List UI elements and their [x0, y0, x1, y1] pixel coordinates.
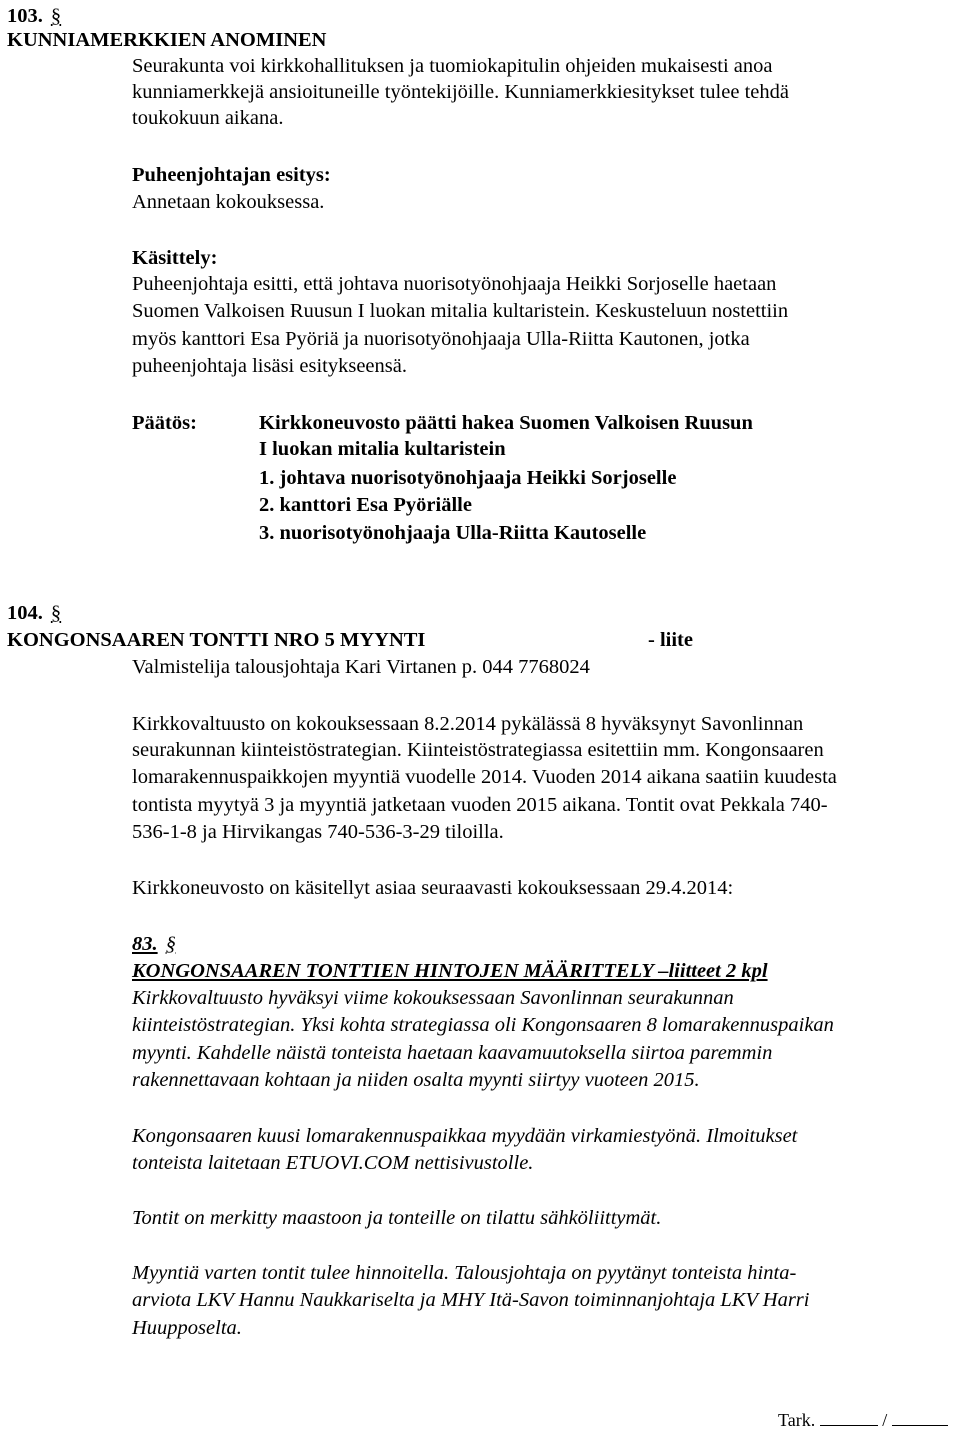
section-mark-icon: §	[165, 933, 176, 955]
section-83-title: KONGONSAAREN TONTTIEN HINTOJEN MÄÄRITTELY –liitteet 2 kpl	[132, 960, 768, 982]
council-note: Kirkkoneuvosto on käsitellyt asiaa seuraavasti kokouksessaan 29.4.2014:	[132, 877, 734, 899]
s83-p1-line-2: kiinteistöstrategian. Yksi kohta strategiassa oli Kongonsaaren 8 lomarakennuspaikan	[132, 1014, 834, 1036]
handling-line-4: puheenjohtaja lisäsi esitykseensä.	[132, 355, 407, 377]
proposal-text: Annetaan kokouksessa.	[132, 191, 325, 213]
intro-line-3: toukokuun aikana.	[132, 107, 284, 129]
s83-p2-line-1: Kongonsaaren kuusi lomarakennuspaikkaa myydään virkamiestyönä. Ilmoitukset	[132, 1125, 798, 1147]
intro-line-1: Seurakunta voi kirkkohallituksen ja tuomiokapitulin ohjeiden mukaisesti anoa	[132, 55, 773, 77]
attachment-note: - liite	[648, 629, 693, 651]
handling-line-3: myös kanttori Esa Pyöriä ja nuorisotyönohjaaja Ulla-Riitta Kautonen, jotka	[132, 328, 750, 350]
proposal-heading: Puheenjohtajan esitys:	[132, 164, 331, 186]
section-mark-icon: §	[50, 5, 62, 27]
s104-body-line-3: lomarakennuspaikkojen myyntiä vuodelle 2014. Vuoden 2014 aikana saatiin kuudesta	[132, 766, 837, 788]
s83-p2-line-2: tonteista laitetaan ETUOVI.COM nettisivustolle.	[132, 1152, 534, 1174]
s83-p1-line-1: Kirkkovaltuusto hyväksyi viime kokouksessaan Savonlinnan seurakunnan	[132, 987, 734, 1009]
preparer-line: Valmistelija talousjohtaja Kari Virtanen p. 044 7768024	[132, 656, 590, 678]
s83-p4-line-1: Myyntiä varten tontit tulee hinnoitella. Talousjohtaja on pyytänyt tonteista hinta-	[132, 1262, 797, 1284]
footer-initials	[778, 1408, 948, 1432]
s104-body-line-2: seurakunnan kiinteistöstrategian. Kiinteistöstrategiassa esitettiin mm. Kongonsaaren	[132, 739, 824, 761]
s83-p3: Tontit on merkitty maastoon ja tonteille on tilattu sähköliittymät.	[132, 1207, 662, 1229]
decision-line-1: Kirkkoneuvosto päätti hakea Suomen Valkoisen Ruusun	[259, 412, 753, 434]
handling-line-1: Puheenjohtaja esitti, että johtava nuorisotyönohjaaja Heikki Sorjoselle haetaan	[132, 273, 777, 295]
section-103-title: KUNNIAMERKKIEN ANOMINEN	[7, 29, 327, 51]
decision-item-3: 3. nuorisotyönohjaaja Ulla-Riitta Kautoselle	[259, 522, 647, 544]
s83-p1-line-4: rakennettavaan kohtaan ja niiden osalta myynti siirtyy vuoteen 2015.	[132, 1069, 700, 1091]
section-103-number: 103. §	[7, 5, 62, 27]
decision-item-2: 2. kanttori Esa Pyöriälle	[259, 494, 472, 516]
decision-line-2: I luokan mitalia kultaristein	[259, 438, 506, 460]
footer-separator: /	[882, 1410, 888, 1430]
initial-blank-1	[820, 1408, 878, 1426]
handling-line-2: Suomen Valkoisen Ruusun I luokan mitalia kultaristein. Keskusteluun nostettiin	[132, 300, 789, 322]
decision-label: Päätös:	[132, 412, 197, 434]
section-104-title: KONGONSAAREN TONTTI NRO 5 MYYNTI	[7, 629, 426, 651]
decision-item-1: 1. johtava nuorisotyönohjaaja Heikki Sorjoselle	[259, 467, 677, 489]
s104-body-line-5: 536-1-8 ja Hirvikangas 740-536-3-29 tiloilla.	[132, 821, 504, 843]
section-104-number: 104. §	[7, 602, 62, 624]
initial-blank-2	[892, 1408, 948, 1426]
s83-p4-line-3: Huupposelta.	[132, 1317, 242, 1339]
s104-body-line-4: tontista myytyä 3 ja myyntiä jatketaan vuoden 2015 aikana. Tontit ovat Pekkala 740-	[132, 794, 828, 816]
section-mark-icon: §	[50, 602, 62, 624]
s104-body-line-1: Kirkkovaltuusto on kokouksessaan 8.2.2014 pykälässä 8 hyväksynyt Savonlinnan	[132, 713, 804, 735]
handling-heading: Käsittely:	[132, 247, 218, 269]
s83-p4-line-2: arviota LKV Hannu Naukkariselta ja MHY Itä-Savon toiminnanjohtaja LKV Harri	[132, 1289, 810, 1311]
footer-label: Tark.	[778, 1410, 816, 1430]
s83-p1-line-3: myynti. Kahdelle näistä tonteista haetaan kaavamuutoksella siirtoa paremmin	[132, 1042, 773, 1064]
section-83-number: 83. §	[132, 933, 176, 955]
intro-line-2: kunniamerkkejä ansioituneille työntekijöille. Kunniamerkkiesitykset tulee tehdä	[132, 81, 789, 103]
